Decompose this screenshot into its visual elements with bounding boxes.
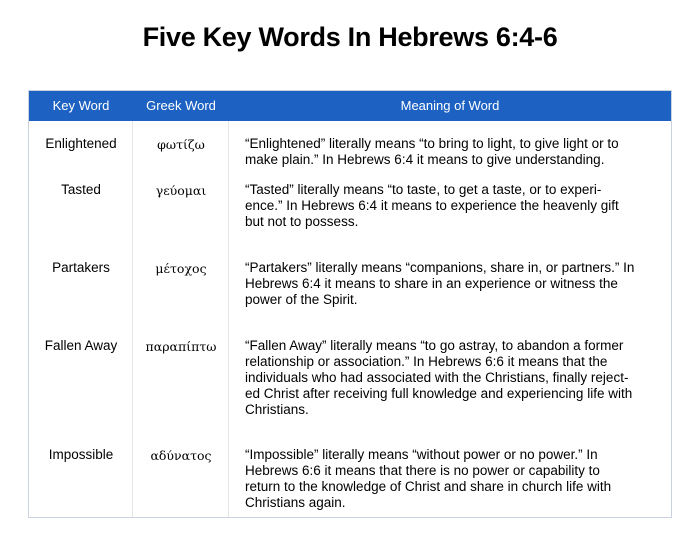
meaning-line: make plain.” In Hebrews 6:4 it means to give understanding. — [245, 152, 605, 167]
header-meaning: Meaning of Word — [400, 98, 500, 113]
greek-word-cell: μέτοχος — [155, 261, 207, 276]
meaning-line: “Partakers” literally means “companions, share in, or partners.” In — [245, 260, 635, 275]
meaning-cell — [245, 182, 665, 230]
meaning-line: “Impossible” literally means “without power or no power.” In — [245, 447, 598, 462]
meaning-line: relationship or association.” In Hebrews 6:6 it means that the — [245, 354, 608, 369]
meaning-cell — [245, 338, 665, 418]
meaning-line: return to the knowledge of Christ and share in church life with — [245, 479, 612, 494]
meaning-line: ence.” In Hebrews 6:4 it means to experience the heavenly gift — [245, 198, 619, 213]
greek-word-cell: φωτίζω — [157, 137, 205, 152]
greek-word-cell: γεύομαι — [155, 183, 207, 198]
meaning-cell — [245, 447, 665, 511]
meaning-line: Hebrews 6:6 it means that there is no power or capability to — [245, 463, 600, 478]
meaning-line: power of the Spirit. — [245, 292, 358, 307]
header-key-word: Key Word — [52, 98, 110, 113]
meaning-line: Hebrews 6:4 it means to share in an experience or witness the — [245, 276, 618, 291]
meaning-line: “Enlightened” literally means “to bring to light, to give light or to — [245, 136, 619, 151]
page-title: Five Key Words In Hebrews 6:4-6 — [142, 22, 558, 52]
header-greek-word: Greek Word — [146, 98, 216, 113]
meaning-line: individuals who had associated with the Christians, finally reject- — [245, 370, 629, 385]
key-words-table — [28, 90, 672, 518]
meaning-line: “Fallen Away” literally means “to go astray, to abandon a former — [245, 338, 624, 353]
greek-word-cell: παραπίπτω — [145, 339, 217, 354]
meaning-cell — [245, 260, 665, 308]
greek-word-cell: αδύνατος — [150, 448, 212, 463]
meaning-line: but not to possess. — [245, 214, 359, 229]
meaning-line: “Tasted” literally means “to taste, to get a taste, or to experi- — [245, 182, 602, 197]
key-word-cell: Impossible — [48, 447, 114, 462]
key-word-cell: Tasted — [61, 182, 101, 197]
key-word-cell: Partakers — [52, 260, 110, 275]
key-word-cell: Enlightened — [45, 136, 117, 151]
meaning-cell — [245, 136, 665, 168]
meaning-line: Christians. — [245, 402, 309, 417]
key-word-cell: Fallen Away — [44, 338, 118, 353]
meaning-line: ed Christ after receiving full knowledge and experiencing life with — [245, 386, 633, 401]
table-header-row — [29, 91, 671, 121]
meaning-line: Christians again. — [245, 495, 346, 510]
